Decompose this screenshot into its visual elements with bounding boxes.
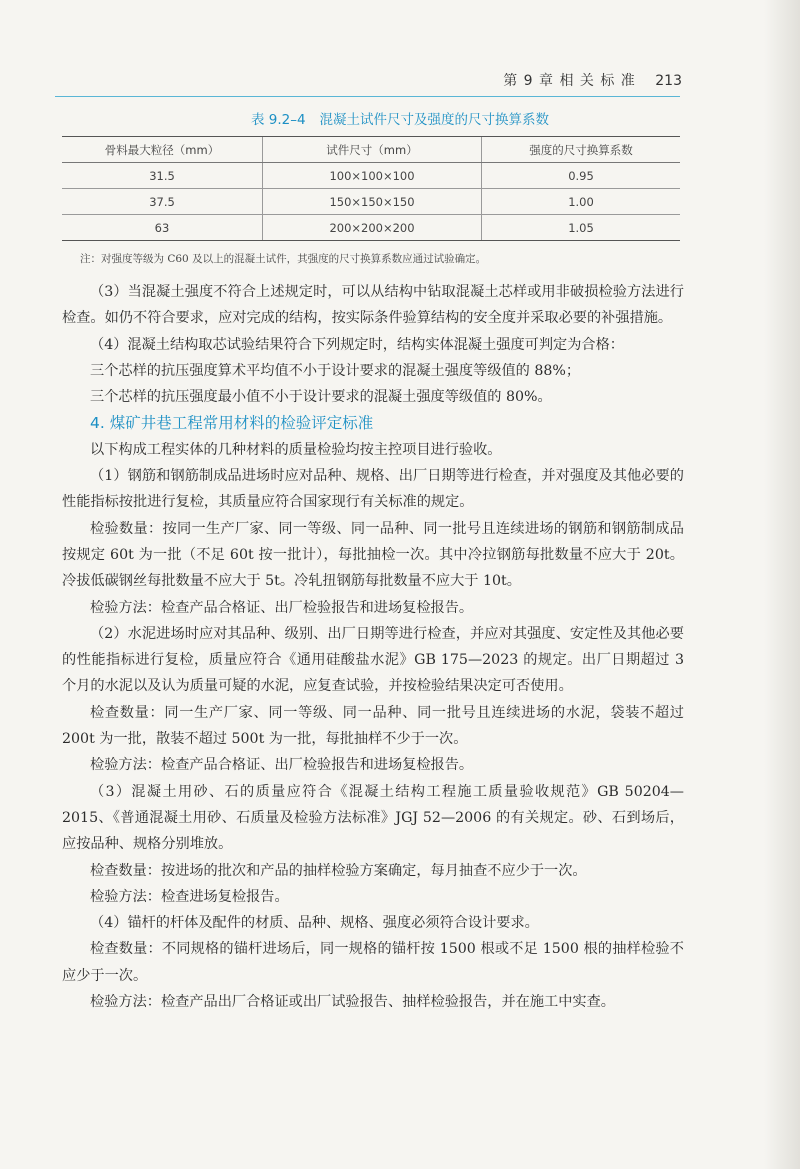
chapter-label: 第 9 章 <box>503 73 554 89</box>
table-row <box>62 163 680 189</box>
column-header: 骨料最大粒径（mm） <box>62 137 263 163</box>
paragraph: 三个芯样的抗压强度算术平均值不小于设计要求的混凝土强度等级值的 88%； <box>90 362 581 379</box>
table-caption: 混凝土试件尺寸及强度的尺寸换算系数 <box>319 112 550 128</box>
table-note: 注：对强度等级为 C60 及以上的混凝土试件，其强度的尺寸换算系数应通过试验确定。 <box>80 253 487 265</box>
paragraph: （2）水泥进场时应对其品种、级别、出厂日期等进行检查，并应对其强度、安定性及其他必要的性能指标进行复检，质量应符合《通用硅酸盐水泥》GB 175—2023 的规定。出厂日期超过 3 个月的水泥以及认为质量可疑的水泥，应复查试验，并按检验结果决定可否使用。 <box>62 625 684 695</box>
table-cell: 1.05 <box>482 215 681 241</box>
paragraph: （3）当混凝土强度不符合上述规定时，可以从结构中钻取混凝土芯样或用非破损检验方法进行检查。如仍不符合要求，应对完成的结构，按实际条件验算结构的安全度并采取必要的补强措施。 <box>62 284 684 327</box>
paragraph: （1）钢筋和钢筋制成品进场时应对品种、规格、出厂日期等进行检查，并对强度及其他必要的性能指标按批进行复检，其质量应符合国家现行有关标准的规定。 <box>62 468 684 511</box>
table-cell: 0.95 <box>482 163 681 189</box>
table-cell: 200×200×200 <box>263 215 482 241</box>
paragraph: 检验方法：检查产品合格证、出厂检验报告和进场复检报告。 <box>90 757 474 774</box>
paragraph: 检查数量：同一生产厂家、同一等级、同一品种、同一批号且连续进场的水泥，袋装不超过 200t 为一批，散装不超过 500t 为一批，每批抽样不少于一次。 <box>62 704 684 748</box>
paragraph: 检验方法：检查产品出厂合格证或出厂试验报告、抽样检验报告，并在施工中实查。 <box>90 994 615 1011</box>
page-edge-shadow <box>764 0 800 1169</box>
section-title: 相 关 标 准 <box>559 73 636 89</box>
running-head <box>503 70 682 90</box>
body-text <box>62 279 684 1015</box>
table-cell: 100×100×100 <box>263 163 482 189</box>
conversion-table <box>62 136 680 241</box>
paragraph: 以下构成工程实体的几种材料的质量检验均按主控项目进行验收。 <box>90 441 502 458</box>
paragraph: 检验方法：检查进场复检报告。 <box>90 888 289 905</box>
table-cell: 37.5 <box>62 189 263 215</box>
paragraph: 检验方法：检查产品合格证、出厂检验报告和进场复检报告。 <box>90 599 474 616</box>
paragraph: （3）混凝土用砂、石的质量应符合《混凝土结构工程施工质量验收规范》GB 50204—2015、《普通混凝土用砂、石质量及检验方法标准》JGJ 52—2006 的有关规定。砂、石到场后，应按品种、规格分别堆放。 <box>62 783 684 853</box>
table-cell: 31.5 <box>62 163 263 189</box>
paragraph: （4）混凝土结构取芯试验结果符合下列规定时，结构实体混凝土强度可判定为合格： <box>90 336 624 353</box>
table-cell: 1.00 <box>482 189 681 215</box>
table-title <box>0 108 800 128</box>
table-cell: 150×150×150 <box>263 189 482 215</box>
section-heading: 4. 煤矿井巷工程常用材料的检验评定标准 <box>90 414 374 433</box>
page-number: 213 <box>655 73 682 89</box>
table-row <box>62 189 680 215</box>
table-row <box>62 215 680 241</box>
paragraph: 三个芯样的抗压强度最小值不小于设计要求的混凝土强度等级值的 80%。 <box>90 389 552 406</box>
table-header-row <box>62 137 680 163</box>
table-number: 表 9.2–4 <box>250 112 306 128</box>
table-cell: 63 <box>62 215 263 241</box>
paragraph: 检查数量：不同规格的锚杆进场后，同一规格的锚杆按 1500 根或不足 1500 根的抽样检验不应少于一次。 <box>62 941 684 984</box>
header-rule <box>55 96 680 97</box>
paragraph: （4）锚杆的杆体及配件的材质、品种、规格、强度必须符合设计要求。 <box>90 915 539 932</box>
column-header: 强度的尺寸换算系数 <box>482 137 681 163</box>
paragraph: 检查数量：按进场的批次和产品的抽样检验方案确定，每月抽查不应少于一次。 <box>90 862 587 879</box>
column-header: 试件尺寸（mm） <box>263 137 482 163</box>
paragraph: 检验数量：按同一生产厂家、同一等级、同一品种、同一批号且连续进场的钢筋和钢筋制成品按规定 60t 为一批（不足 60t 按一批计），每批抽检一次。其中冷拉钢筋每批数量不应大于 20t。冷拔低碳钢丝每批数量不应大于 5t。冷轧扭钢筋每批数量不应大于 10t。 <box>62 520 684 590</box>
